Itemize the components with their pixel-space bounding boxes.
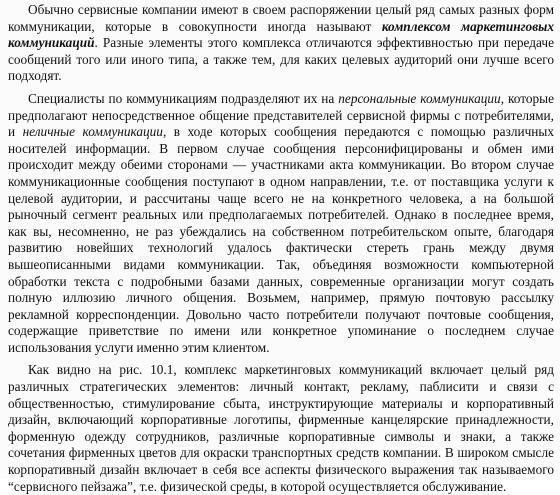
paragraph-2 (8, 91, 554, 357)
paragraph-3-text-1: Как видно на рис. 10.1, комплекс маркетинговых коммуникаций включает целый ряд различных стратегических элементов: личный контакт, рекламу, паблисити и связи с общественностью, стимулирование сбыта, инструктирующие материалы и корпоративный дизайн, включающий корпоративные логотипы, фирменные канцелярские принадлежности, форменную одежду сотрудников, различные корпоративные символы и знаки, а также сочетания фирменных цветов для окраски транспортных средств компании. В широком смысле корпоративный дизайн включает в себя все аспекты физического выражения так называемого “сервисного пейзажа”, т.е. физической среды, в которой осуществляется обслуживание. (8, 362, 554, 494)
paragraph-2-text-1: Специалисты по коммуникациям подразделяют их на (28, 90, 339, 106)
paragraph-1-text-2: . Разные элементы этого комплекса отличаются эффективностью при передаче сообщений того или иного типа, а также тем, для каких целевых аудиторий они лучше всего подходят. (8, 35, 554, 84)
paragraph-2-text-2: , которые предполагают непосредственное общение представителей сервисной фирмы с потребителями, и (8, 90, 554, 140)
paragraph-3 (8, 362, 554, 495)
paragraph-1-text-1: Обычно сервисные компании имеют в своем распоряжении целый ряд самых разных форм коммуникации, которые в совокупности иногда называют (8, 2, 554, 34)
term-personal-communications: персональные коммуникации (338, 90, 501, 106)
paragraph-2-text-3: , в ходе которых сообщения передаются с помощью различных носителей информации. В первом случае сообщения персонифицированы и обмен ими происходит между обеими сторонами — участниками акта коммуникации. Во втором случае коммуникационные сообщения поступают в одном направлении, т.е. от поставщика услуги к целевой аудитории, и рассчитаны чаще всего не на конкретного человека, а на большой рыночный сегмент реальных или предполагаемых потребителей. Однако в последнее время, как вы, несомненно, не раз убеждались на собственном потребительском опыте, благодаря развитию новейших технологий удалось фактически стереть грань между двумя вышеописанными видами коммуникации. Так, объединяя возможности компьютерной обработки текста с подробными базами данных, современные организации могут создать полную иллюзию личного общения. Возьмем, например, прямую почтовую рассылку рекламной корреспонденции. Довольно часто потребители получают почтовые сообщения, содержащие приветствие по имени или конкретное упоминание о последнем случае использования услуги именно этим клиентом. (8, 124, 554, 355)
term-impersonal-communications: неличные коммуникации (22, 124, 163, 140)
term-marketing-communications-mix: комплексом маркетинговых коммуникаций (8, 18, 555, 51)
paragraph-1 (8, 2, 554, 85)
